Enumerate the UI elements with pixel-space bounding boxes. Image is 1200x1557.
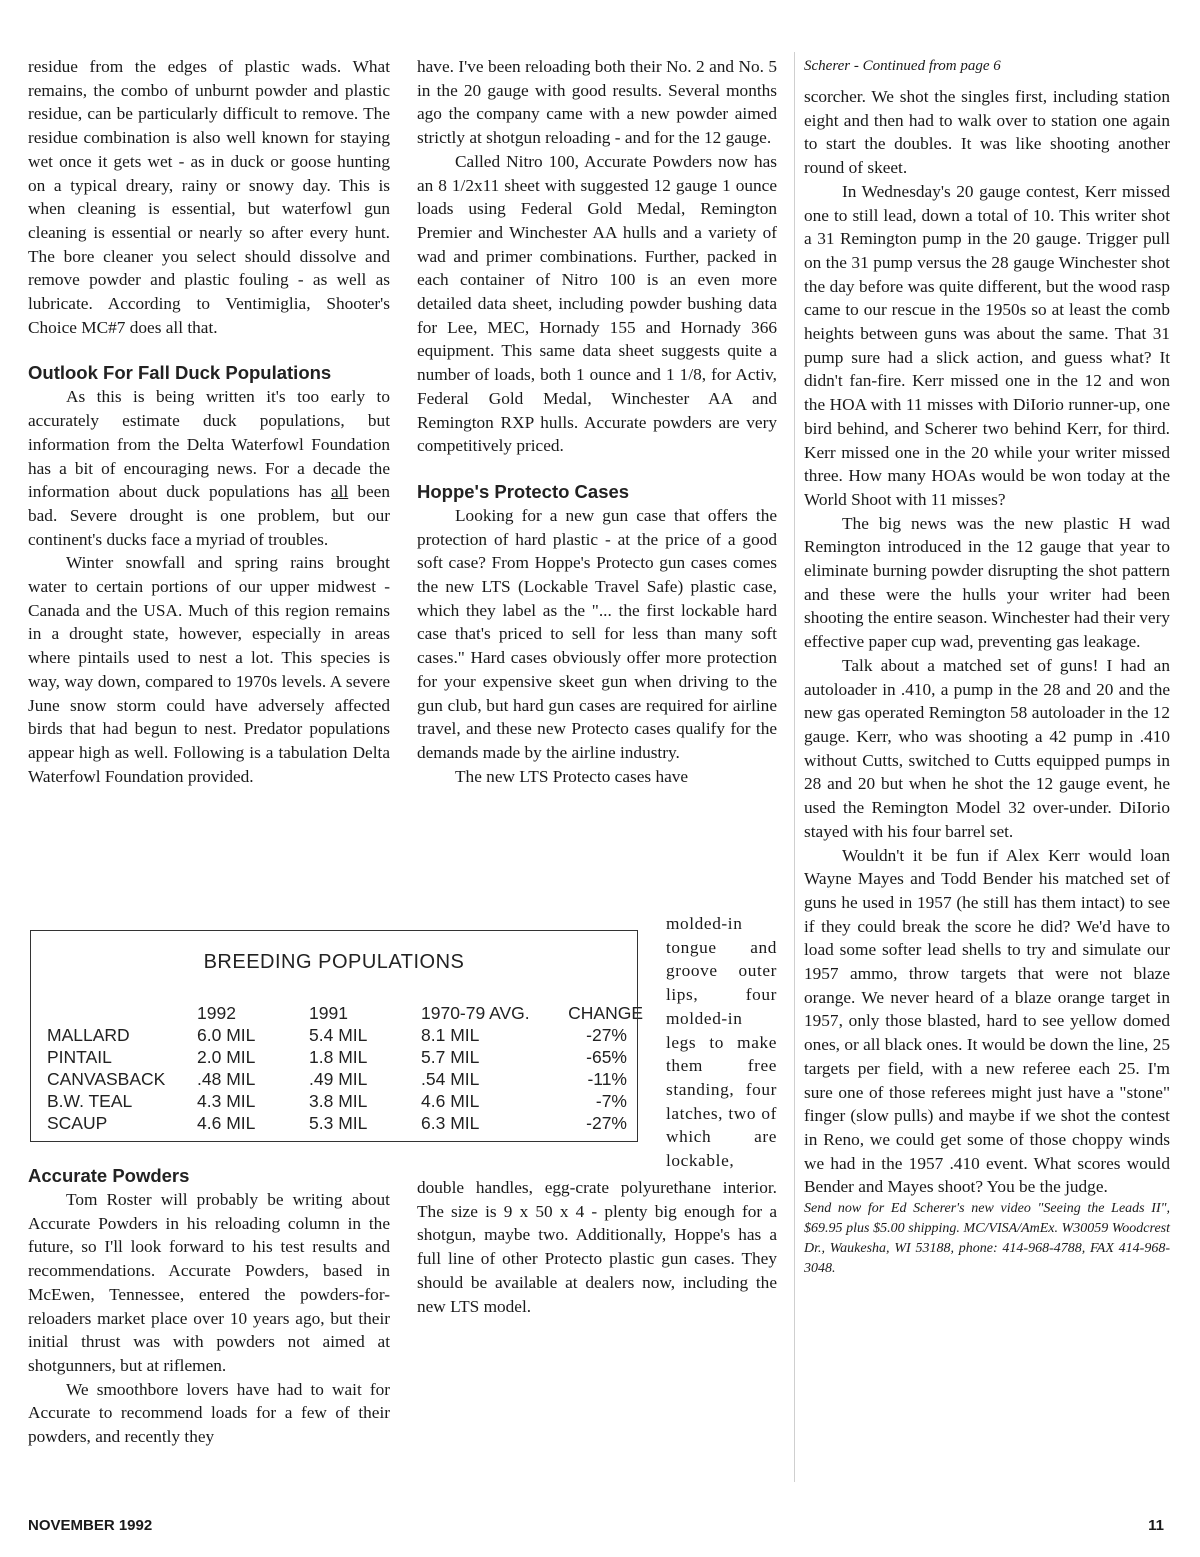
table-title: BREEDING POPULATIONS xyxy=(203,951,465,973)
col3-paragraph-2: In Wednesday's 20 gauge contest, Kerr missed one to still lead, down a total of 10. This writer shot a 31 Remington pump in the 20 gauge. Trigger pull on the 31 pump versus the 28 gauge Winchester shot the day before was quite different, but the wood rasp came to our rescue in the 1950s so at least the comb heights between guns was about the same. That 31 pump sure had a slick action, and guess what? It didn't fan-fire. Kerr missed one in the 12 and won the HOA with 11 misses with DiIorio runner-up, one bird behind, and Scherer two behind Kerr, for third. Kerr missed one in the 20 while your writer missed three. How many HOAs would be won today at the World Shoot with 11 misses? xyxy=(804,181,1170,509)
change-cell: -65% xyxy=(586,1047,627,1067)
col1-paragraph-5: We smoothbore lovers have had to wait for Accurate to recommend loads for a few of their powders, and recently they xyxy=(28,1379,390,1447)
column-divider xyxy=(794,52,795,1482)
col2-paragraph-4-end: double handles, egg-crate polyurethane interior. The size is 9 x 50 x 4 - plenty big enough for a shotgun, maybe two. Additionally, Hoppe's has a full line of other Protecto plastic gun cases. They should be available at dealers now, including the new LTS model. xyxy=(417,1178,777,1316)
change-cell: -11% xyxy=(587,1069,627,1089)
header-change: CHANGE xyxy=(568,1003,643,1023)
value-cell: 8.1 MIL xyxy=(421,1025,480,1045)
col2-paragraph-3: Looking for a new gun case that offers the protection of hard plastic - at the price of a good soft case? From Hoppe's Protecto gun cases comes the new LTS (Lockable Travel Safe) plastic case, which they label as the "... the first lockable hard case that's priced to sell for less than many soft cases." Hard cases obviously offer more protection for your expensive skeet gun when driving to the gun club, but hard gun cases are required for airline travel, and these new Protecto cases qualify for the demands made by the airline industry. xyxy=(417,505,777,762)
column-2 xyxy=(417,55,777,788)
value-cell: 5.7 MIL xyxy=(421,1047,480,1067)
species-cell: B.W. TEAL xyxy=(47,1091,133,1111)
change-cell: -27% xyxy=(586,1113,627,1133)
continued-note: Scherer - Continued from page 6 xyxy=(804,58,1001,74)
footer-date: NOVEMBER 1992 xyxy=(28,1517,153,1534)
col2-paragraph-2: Called Nitro 100, Accurate Powders now has an 8 1/2x11 sheet with suggested 12 gauge 1 ounce loads using Federal Gold Medal, Remington Premier and Winchester AA hulls and a variety of wad and primer combinations. Further, packed in each container of Nitro 100 is an even more detailed data sheet, including powder bushing data for Lee, MEC, Hornady 155 and Hornady 366 equipment. This same data sheet suggests quite a number of loads, both 1 ounce and 1 1/8, for Activ, Federal Gold Medal, Winchester AA and Remington RXP hulls. Accurate powders are very competitively priced. xyxy=(417,151,777,456)
value-cell: 6.3 MIL xyxy=(421,1113,480,1133)
value-cell: 3.8 MIL xyxy=(309,1091,368,1111)
video-order-note: Send now for Ed Scherer's new video "Seeing the Leads II", $69.95 plus $5.00 shipping. MC/VISA/AmEx. W30059 Woodcrest Dr., Waukesha, WI 53188, phone: 414-968-4788, FAX 414-968-3048. xyxy=(804,1201,1170,1277)
value-cell: 4.6 MIL xyxy=(421,1091,480,1111)
page-number: 11 xyxy=(1148,1517,1164,1534)
col2-paragraph-1: have. I've been reloading both their No. 2 and No. 5 in the 20 gauge with good results. Several months ago the company came with a new powder aimed strictly at shotgun reloading - and for the 12 gauge. xyxy=(417,57,777,148)
species-cell: SCAUP xyxy=(47,1113,108,1133)
value-cell: .48 MIL xyxy=(197,1069,256,1089)
species-cell: CANVASBACK xyxy=(47,1069,166,1089)
species-cell: MALLARD xyxy=(47,1025,130,1045)
heading-duck-populations: Outlook For Fall Duck Populations xyxy=(28,362,332,384)
header-1992: 1992 xyxy=(197,1003,236,1023)
column-2-wrap: molded-in tongue and groove outer lips, four molded-in legs to make them free standing, four latches, two of which are lockable, xyxy=(666,914,777,1171)
value-cell: 5.4 MIL xyxy=(309,1025,368,1045)
column-2-lower xyxy=(417,1176,777,1318)
col1-paragraph-1: residue from the edges of plastic wads. What remains, the combo of unburnt powder and plastic residue, can be particularly difficult to remove. The residue combination is also well known for staying wet once it gets wet - as in duck or goose hunting on a typical dreary, rainy or snowy day. This is when cleaning is essential, but waterfowl gun cleaning is essential or nearly so after every hunt. The bore cleaner you select should dissolve and remove powder and plastic fouling - as well as lubricate. According to Ventimiglia, Shooter's Choice MC#7 does all that. xyxy=(28,57,390,337)
breeding-populations-table xyxy=(30,930,643,1142)
column-3 xyxy=(804,55,1170,1279)
header-1991: 1991 xyxy=(309,1003,348,1023)
value-cell: .54 MIL xyxy=(421,1069,480,1089)
heading-accurate-powders: Accurate Powders xyxy=(28,1165,190,1186)
value-cell: 1.8 MIL xyxy=(309,1047,368,1067)
col3-paragraph-5: Wouldn't it be fun if Alex Kerr would loan Wayne Mayes and Todd Bender his matched set of guns he used in 1957 (he still has them intact) to see if they could break the score he did? We'd have to load some softer lead shells to try and simulate our 1957 ammo, throw targets that were not blaze orange. We never heard of a blaze orange target in 1957, only those blasted, hard to see yellow domed ones, or all black ones. It would be down the line, 25 targets per field, with a new referee each 25. I'm sure one of those referees might just have a "stone" finger (slow pulls) and maybe if we shot the contest in Reno, we could get some of those choppy winds we had in the 1957 .410 event. What scores would Bender and Mayes shoot? You be the judge. xyxy=(804,845,1170,1197)
value-cell: 4.6 MIL xyxy=(197,1113,256,1133)
col3-paragraph-1: scorcher. We shot the singles first, including station eight and then had to walk over to station one again to start the doubles. It was like shooting another round of skeet. xyxy=(804,87,1170,178)
change-cell: -7% xyxy=(595,1091,627,1111)
col1-paragraph-3: Winter snowfall and spring rains brought water to certain portions of our upper midwest - Canada and the USA. Much of this region remains in a drought state, however, especially in areas where pintails used to nest a lot. This species is way, way down, compared to 1970s levels. A severe June snow storm could have adversely affected birds that had begun to nest. Predator populations appear high as well. Following is a tabulation Delta Waterfowl Foundation provided. xyxy=(28,553,390,786)
value-cell: 4.3 MIL xyxy=(197,1091,256,1111)
value-cell: 6.0 MIL xyxy=(197,1025,256,1045)
heading-hoppes: Hoppe's Protecto Cases xyxy=(417,480,630,502)
value-cell: 2.0 MIL xyxy=(197,1047,256,1067)
change-cell: -27% xyxy=(586,1025,627,1045)
value-cell: 5.3 MIL xyxy=(309,1113,368,1133)
col3-paragraph-3: The big news was the new plastic H wad Remington introduced in the 12 gauge that year to eliminate burning powder disrupting the shot pattern and these were the hulls your writer had been shooting the entire season. Winchester had their very effective paper cup wad, preventing gas leakage. xyxy=(804,513,1170,652)
col2-paragraph-4-start: The new LTS Protecto cases have xyxy=(455,766,689,786)
header-avg: 1970-79 AVG. xyxy=(421,1003,530,1023)
column-1-lower xyxy=(28,1164,390,1449)
col1-paragraph-4: Tom Roster will probably be writing about Accurate Powders in his reloading column in the future, so I'll look forward to his test results and recommendations. Accurate Powders, based in McEwen, Tennessee, entered the powders-for-reloaders market place over 10 years ago, but their initial thrust was with powders not aimed at shotgunners, but at riflemen. xyxy=(28,1190,390,1375)
species-cell: PINTAIL xyxy=(47,1047,112,1067)
column-1 xyxy=(28,55,390,788)
col1-paragraph-2: As this is being written it's too early to accurately estimate duck populations, but information from the Delta Waterfowl Foundation has a bit of encouraging news. For a decade the information about duck populations has all been bad. Severe drought is one problem, but our continent's ducks face a myriad of troubles. xyxy=(28,387,390,549)
col3-paragraph-4: Talk about a matched set of guns! I had an autoloader in .410, a pump in the 28 and 20 and the new gas operated Remington 58 autoloader in the 12 gauge. Kerr, who was shooting a 42 pump in .410 without Cutts, switched to Cutts equipped pumps in 28 and 20 but when he shot the 12 gauge event, he used the Remington Model 32 over-under. DiIorio stayed with his four barrel set. xyxy=(804,655,1170,841)
value-cell: .49 MIL xyxy=(309,1069,368,1089)
